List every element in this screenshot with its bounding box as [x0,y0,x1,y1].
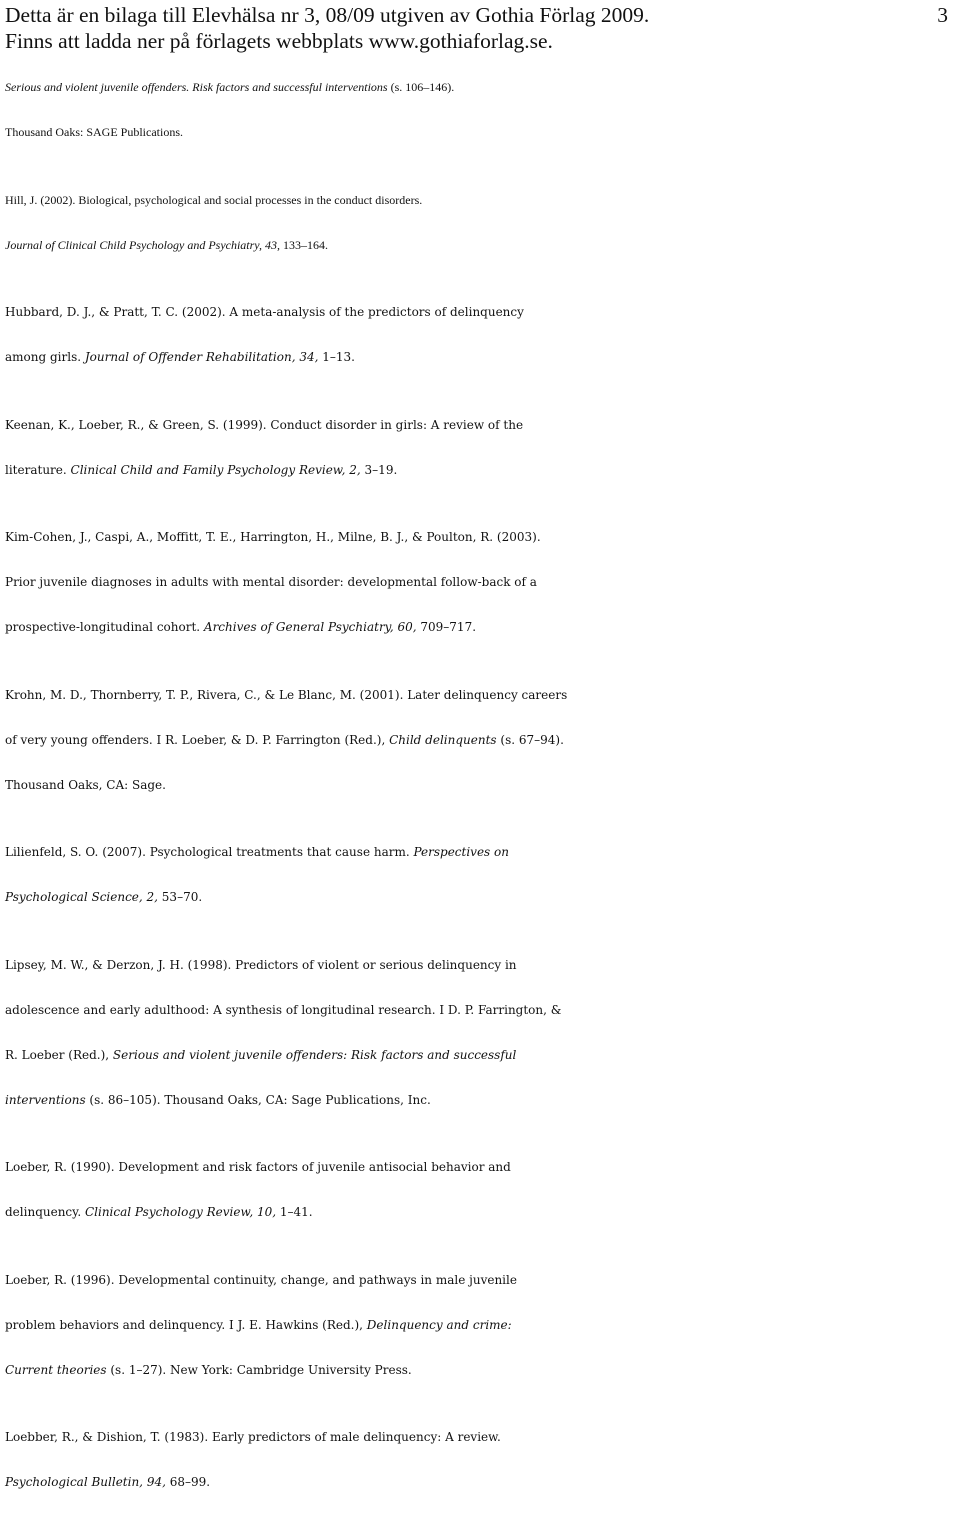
italic-text: Serious and violent juvenile offenders. Risk factors and successful interventions [5,80,388,94]
reference-text: 53–70. [157,890,203,904]
reference-text: 1–41. [276,1205,313,1219]
reference-text: 1–13. [318,350,355,364]
reference-text: (s. 86–105). Thousand Oaks, CA: Sage Publications, Inc. [85,1092,431,1107]
reference-line [5,673,955,718]
reference-entry [5,290,955,380]
reference-line [5,110,955,155]
reference-line [5,1348,955,1393]
reference-text: 133–164. [279,237,328,252]
reference-line [5,1190,955,1235]
italic-text: interventions [5,1092,86,1107]
reference-line [5,1460,955,1505]
reference-entry [5,515,955,650]
reference-line [5,1258,955,1303]
italic-text: Serious and violent juvenile offenders: Risk factors and successful [112,1047,517,1062]
reference-text: prospective-longitudinal cohort. [5,620,204,634]
header-line-2: Finns att ladda ner på förlagets webbplats www.gothiaforlag.se. [5,29,553,53]
italic-text: Journal of Offender Rehabilitation, 34, [84,350,319,364]
reference-line [5,178,955,223]
reference-text: adolescence and early adulthood: A synthesis of longitudinal research. I D. P. Farrington, & [5,1002,562,1017]
reference-text: (s. 106–146). [387,80,455,94]
reference-line [5,1415,955,1460]
reference-text: literature. [5,462,71,477]
reference-entry [5,1258,955,1393]
reference-text: R. Loeber (Red.), [5,1047,113,1062]
reference-text: Thousand Oaks: SAGE Publications. [5,125,183,139]
reference-text: Lilienfeld, S. O. (2007). Psychological treatments that cause harm. [5,845,414,859]
reference-text: among girls. [5,350,85,364]
italic-text: Clinical Psychology Review, 10, [84,1205,277,1219]
reference-list [5,65,955,1528]
reference-text: Loeber, R. (1996). Developmental continuity, change, and pathways in male juvenile [5,1272,517,1287]
reference-line [5,65,955,110]
reference-text: Krohn, M. D., Thornberry, T. P., Rivera, C., & Le Blanc, M. (2001). Later delinquency careers [5,687,568,702]
reference-line [5,515,955,560]
reference-text: 709–717. [416,620,477,634]
reference-line [5,763,955,808]
reference-text: (s. 67–94). [496,732,564,747]
reference-text: Hill, J. (2002). Biological, psychological and social processes in the conduct disorders. [5,192,423,207]
page-header [5,2,905,54]
reference-line [5,1033,955,1078]
reference-line [5,943,955,988]
reference-text: of very young offenders. I R. Loeber, & D. P. Farrington (Red.), [5,732,390,747]
reference-line [5,830,955,875]
reference-text: Lipsey, M. W., & Derzon, J. H. (1998). Predictors of violent or serious delinquency in [5,957,517,972]
reference-line [5,718,955,763]
reference-text: 68–99. [165,1475,211,1489]
italic-text: Current theories [5,1362,107,1377]
reference-line [5,223,955,268]
italic-text: Journal of Clinical Child Psychology and Psychiatry, 43, [5,237,280,252]
reference-line [5,1078,955,1123]
reference-entry [5,178,955,268]
italic-text: Psychological Bulletin, 94, [5,1475,166,1489]
reference-line [5,605,955,650]
reference-text: (s. 1–27). New York: Cambridge University Press. [106,1362,412,1377]
reference-text: Kim-Cohen, J., Caspi, A., Moffitt, T. E., Harrington, H., Milne, B. J., & Poulton, R. (2003). [5,530,541,544]
reference-line [5,875,955,920]
italic-text: Clinical Child and Family Psychology Review, 2, [70,462,361,477]
reference-entry [5,403,955,493]
italic-text: Psychological Science, 2, [5,890,158,904]
reference-line [5,1303,955,1348]
reference-entry [5,673,955,808]
reference-entry [5,1145,955,1235]
reference-text: Thousand Oaks, CA: Sage. [5,777,166,792]
reference-entry [5,1415,955,1505]
reference-text: Loebber, R., & Dishion, T. (1983). Early predictors of male delinquency: A review. [5,1430,501,1444]
italic-text: Delinquency and crime: [366,1317,512,1332]
reference-text: Loeber, R. (1990). Development and risk factors of juvenile antisocial behavior and [5,1160,511,1174]
reference-text: problem behaviors and delinquency. I J. E. Hawkins (Red.), [5,1317,367,1332]
reference-entry [5,830,955,920]
reference-text: delinquency. [5,1205,85,1219]
reference-line [5,560,955,605]
reference-text: Prior juvenile diagnoses in adults with mental disorder: developmental follow-back of a [5,575,537,589]
header-line-1: Detta är en bilaga till Elevhälsa nr 3, 08/09 utgiven av Gothia Förlag 2009. [5,3,650,27]
reference-line [5,1145,955,1190]
reference-text: Keenan, K., Loeber, R., & Green, S. (1999). Conduct disorder in girls: A review of the [5,417,524,432]
italic-text: Child delinquents [389,732,497,747]
reference-line [5,335,955,380]
reference-text: 3–19. [360,462,398,477]
italic-text: Archives of General Psychiatry, 60, [203,620,417,634]
reference-entry [5,65,955,155]
page-number: 3 [937,3,948,27]
reference-line [5,448,955,493]
reference-line [5,988,955,1033]
reference-text: Hubbard, D. J., & Pratt, T. C. (2002). A meta-analysis of the predictors of delinquency [5,305,524,319]
reference-entry [5,943,955,1123]
reference-line [5,403,955,448]
italic-text: Perspectives on [413,845,509,859]
reference-line [5,290,955,335]
